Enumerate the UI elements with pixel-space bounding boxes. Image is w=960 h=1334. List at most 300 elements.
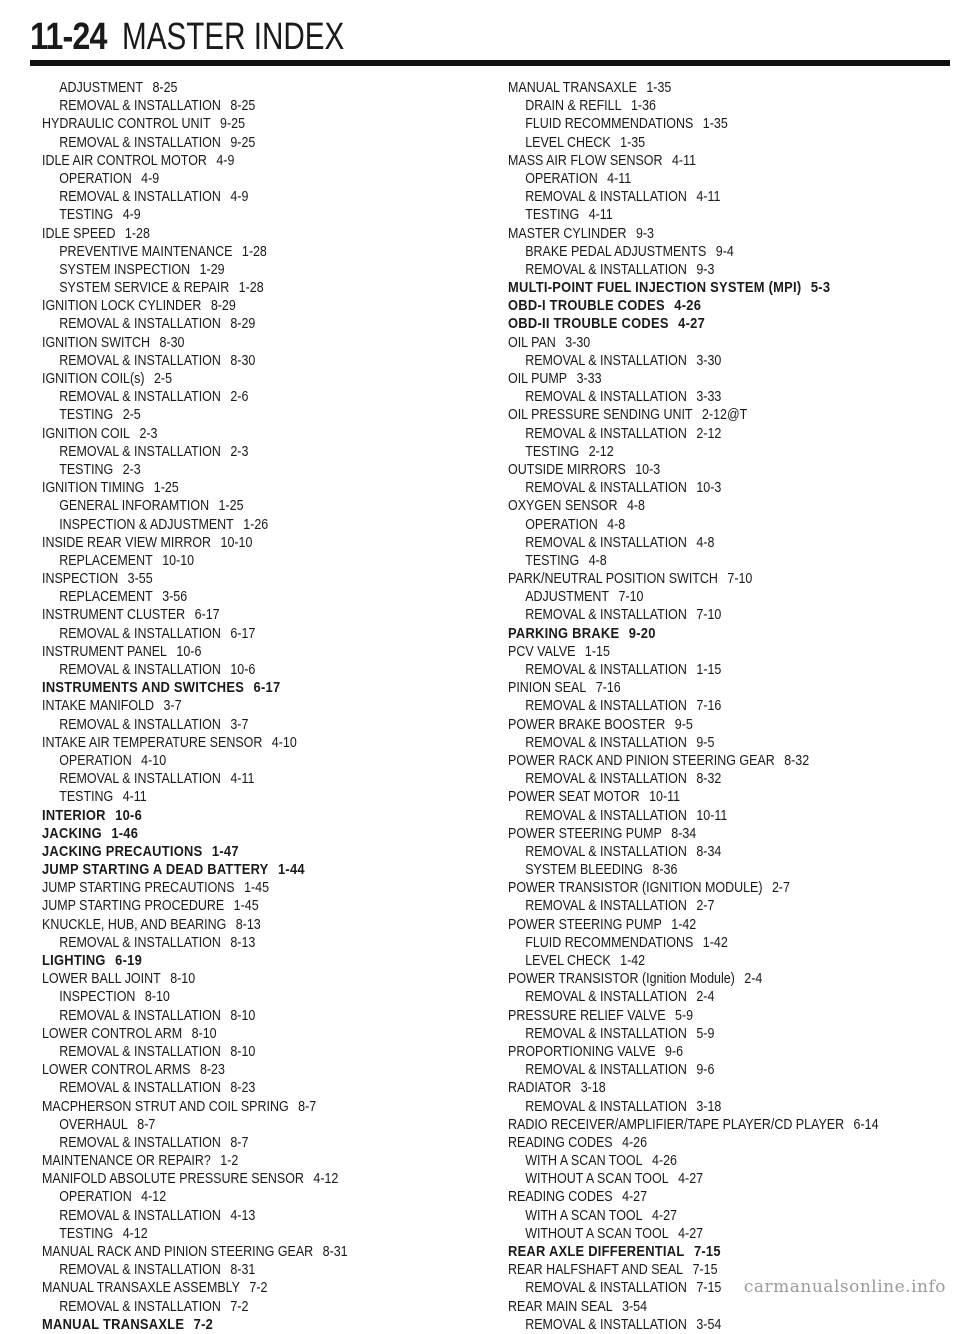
index-entry	[508, 188, 886, 206]
index-term: TESTING	[59, 207, 114, 224]
index-term: REAR AXLE DIFFERENTIAL	[508, 1243, 685, 1260]
index-entry	[508, 861, 886, 879]
index-entry	[42, 988, 420, 1006]
index-page-ref: 6-19	[115, 952, 143, 969]
index-entry	[508, 1207, 886, 1225]
index-page-ref: 1-35	[620, 134, 646, 151]
index-term: REMOVAL & INSTALLATION	[525, 898, 687, 915]
index-entry	[42, 1279, 420, 1297]
index-page-ref: 10-11	[649, 789, 681, 806]
index-page-ref: 3-54	[696, 1316, 722, 1333]
index-term: REMOVAL & INSTALLATION	[59, 716, 221, 733]
index-term: OXYGEN SENSOR	[508, 498, 618, 515]
index-page-ref: 1-35	[702, 116, 728, 133]
index-entry	[42, 1152, 420, 1170]
index-term: POWER STEERING PUMP	[508, 825, 662, 842]
index-entry	[42, 1098, 420, 1116]
index-term: INTAKE MANIFOLD	[42, 698, 155, 715]
index-term: MAINTENANCE OR REPAIR?	[42, 1153, 211, 1170]
index-entry	[508, 1116, 886, 1134]
index-entry	[508, 843, 886, 861]
index-page-ref: 2-12	[696, 425, 722, 442]
index-entry	[42, 1243, 420, 1261]
index-entry	[508, 606, 886, 624]
index-page-ref: 4-9	[216, 152, 235, 169]
index-entry	[508, 988, 886, 1006]
index-page-ref: 5-9	[675, 1007, 694, 1024]
index-page-ref: 4-10	[141, 752, 167, 769]
index-page-ref: 1-15	[696, 662, 722, 678]
index-term: MACPHERSON STRUT AND COIL SPRING	[42, 1098, 289, 1115]
index-page-ref: 8-10	[191, 1025, 217, 1042]
index-page-ref: 6-17	[253, 679, 281, 697]
index-page-ref: 4-8	[588, 552, 607, 569]
index-entry	[42, 843, 420, 861]
index-entry	[508, 534, 886, 552]
index-term: DRAIN & REFILL	[525, 98, 622, 115]
index-page-ref: 4-12	[141, 1189, 167, 1206]
index-entry	[42, 1061, 420, 1079]
index-term: SYSTEM INSPECTION	[59, 261, 191, 278]
index-page-ref: 7-2	[249, 1280, 268, 1297]
index-entry	[508, 1243, 886, 1261]
header-rule	[30, 60, 950, 66]
index-term: LOWER BALL JOINT	[42, 971, 161, 988]
index-entry	[42, 170, 420, 188]
index-term: TESTING	[59, 407, 114, 424]
index-entry	[508, 243, 886, 261]
index-term: MANUAL TRANSAXLE	[42, 1315, 185, 1333]
index-term: IDLE AIR CONTROL MOTOR	[42, 152, 207, 169]
index-term: REMOVAL & INSTALLATION	[525, 1316, 687, 1333]
index-page-ref: 4-11	[671, 152, 697, 169]
index-page-ref: 1-42	[620, 953, 646, 969]
index-entry	[42, 916, 420, 934]
index-entry	[508, 461, 886, 479]
index-page-ref: 2-6	[230, 389, 249, 406]
index-term: BRAKE PEDAL ADJUSTMENTS	[525, 243, 707, 260]
index-page-ref: 2-7	[771, 880, 790, 897]
index-entry	[508, 352, 886, 370]
index-entry	[42, 570, 420, 588]
index-term: JUMP STARTING A DEAD BATTERY	[42, 861, 269, 879]
index-entry	[42, 897, 420, 915]
index-entry	[42, 716, 420, 734]
index-entry	[508, 170, 886, 188]
index-page-ref: 1-47	[211, 842, 239, 860]
index-entry	[508, 1225, 886, 1243]
index-term: WITHOUT A SCAN TOOL	[525, 1171, 669, 1188]
index-entry	[508, 297, 886, 315]
index-term: OIL PRESSURE SENDING UNIT	[508, 407, 693, 424]
index-term: JUMP STARTING PRECAUTIONS	[42, 880, 235, 897]
index-entry	[42, 134, 420, 152]
index-entry	[42, 1170, 420, 1188]
index-entry	[508, 497, 886, 515]
index-entry	[508, 716, 886, 734]
index-page-ref: 8-10	[230, 1007, 256, 1024]
index-entry	[42, 115, 420, 133]
index-term: READING CODES	[508, 1134, 613, 1151]
index-entry	[42, 79, 420, 97]
index-page-ref: 8-25	[152, 80, 178, 96]
index-entry	[42, 770, 420, 788]
index-entry	[508, 1043, 886, 1061]
index-page-ref: 1-2	[220, 1153, 239, 1170]
index-page-ref: 1-25	[218, 498, 244, 515]
index-entry	[508, 734, 886, 752]
index-entry	[42, 552, 420, 570]
index-page-ref: 4-8	[696, 534, 715, 551]
index-term: SYSTEM BLEEDING	[525, 862, 644, 879]
index-page-ref: 1-28	[241, 243, 267, 260]
index-page-ref: 10-6	[230, 662, 256, 678]
index-term: OPERATION	[525, 516, 598, 533]
index-page-ref: 8-34	[671, 825, 697, 842]
index-entry	[42, 225, 420, 243]
index-entry	[508, 952, 886, 970]
index-page-ref: 7-2	[230, 1298, 249, 1315]
index-term: REMOVAL & INSTALLATION	[59, 662, 221, 678]
index-term: GENERAL INFORAMTION	[59, 498, 210, 515]
index-page-ref: 3-7	[163, 698, 182, 715]
index-entry	[42, 352, 420, 370]
index-page-ref: 9-6	[665, 1043, 684, 1060]
index-page-ref: 4-11	[696, 189, 721, 206]
index-page-ref: 8-32	[696, 771, 722, 788]
index-page-ref: 4-9	[230, 189, 249, 206]
index-page-ref: 8-7	[230, 1134, 249, 1151]
index-page-ref: 10-11	[696, 807, 728, 824]
index-entry	[42, 1316, 420, 1334]
index-entry	[508, 206, 886, 224]
index-entry	[42, 243, 420, 261]
index-page-ref: 4-11	[607, 170, 632, 187]
index-page-ref: 2-3	[139, 425, 158, 442]
index-term: INSPECTION	[42, 571, 119, 588]
index-entry	[508, 770, 886, 788]
index-term: REMOVAL & INSTALLATION	[59, 1080, 221, 1097]
index-term: INSPECTION	[59, 989, 136, 1006]
index-page-ref: 4-27	[622, 1189, 648, 1206]
index-entry	[42, 97, 420, 115]
index-page-ref: 2-12@T	[702, 407, 748, 424]
index-term: REMOVAL & INSTALLATION	[525, 807, 687, 824]
index-term: PCV VALVE	[508, 643, 576, 660]
index-entry	[508, 1079, 886, 1097]
index-page-ref: 1-44	[278, 861, 305, 879]
index-entry	[508, 934, 886, 952]
index-page-ref: 7-16	[595, 680, 621, 697]
index-entry	[508, 1098, 886, 1116]
index-entry	[42, 661, 420, 679]
index-entry	[42, 879, 420, 897]
index-term: FLUID RECOMMENDATIONS	[525, 934, 694, 951]
index-term: FLUID RECOMMENDATIONS	[525, 116, 694, 133]
index-entry	[42, 1043, 420, 1061]
index-term: INSTRUMENT CLUSTER	[42, 607, 186, 624]
index-page-ref: 3-56	[162, 589, 188, 606]
index-term: ADJUSTMENT	[525, 589, 610, 606]
index-page-ref: 5-9	[696, 1025, 715, 1042]
index-term: WITH A SCAN TOOL	[525, 1153, 643, 1170]
index-page-ref: 8-23	[199, 1062, 225, 1079]
index-page-ref: 3-7	[230, 716, 249, 733]
index-page-ref: 1-35	[646, 80, 672, 96]
index-page-ref: 2-3	[122, 461, 141, 478]
index-term: INSTRUMENT PANEL	[42, 643, 167, 660]
index-page-ref: 4-27	[652, 1207, 677, 1224]
index-term: REMOVAL & INSTALLATION	[59, 316, 221, 333]
index-entry	[508, 1316, 886, 1334]
index-page-ref: 9-25	[230, 134, 256, 151]
index-entry	[42, 679, 420, 697]
index-page-ref: 7-15	[692, 1262, 718, 1279]
index-page-ref: 4-11	[122, 789, 147, 806]
index-term: REMOVAL & INSTALLATION	[59, 389, 221, 406]
index-entry	[508, 897, 886, 915]
index-entry	[508, 1152, 886, 1170]
index-term: REMOVAL & INSTALLATION	[525, 698, 687, 715]
index-entry	[42, 1261, 420, 1279]
index-page-ref: 8-23	[230, 1080, 256, 1097]
index-page-ref: 3-33	[696, 389, 722, 406]
index-term: PRESSURE RELIEF VALVE	[508, 1007, 666, 1024]
index-entry	[508, 1188, 886, 1206]
index-page-ref: 1-26	[243, 516, 269, 533]
index-term: POWER STEERING PUMP	[508, 916, 662, 933]
index-term: ADJUSTMENT	[59, 80, 144, 96]
index-term: REMOVAL & INSTALLATION	[525, 189, 687, 206]
index-entry	[508, 388, 886, 406]
index-entry	[42, 461, 420, 479]
index-term: REMOVAL & INSTALLATION	[525, 734, 687, 751]
index-entry	[508, 552, 886, 570]
index-page-ref: 3-54	[622, 1298, 648, 1315]
index-page-ref: 8-10	[144, 989, 170, 1006]
index-page-ref: 5-3	[810, 279, 831, 297]
index-term: INSIDE REAR VIEW MIRROR	[42, 534, 212, 551]
index-page-ref: 4-12	[313, 1171, 339, 1188]
index-entry	[42, 315, 420, 333]
index-entry	[42, 334, 420, 352]
index-term: LEVEL CHECK	[525, 134, 611, 151]
index-term: OVERHAUL	[59, 1116, 128, 1133]
index-term: REMOVAL & INSTALLATION	[59, 1007, 221, 1024]
index-term: REMOVAL & INSTALLATION	[59, 189, 221, 206]
index-entry	[42, 970, 420, 988]
index-entry	[42, 534, 420, 552]
index-entry	[42, 788, 420, 806]
index-page-ref: 3-30	[565, 334, 591, 351]
index-entry	[508, 1298, 886, 1316]
index-page-ref: 10-10	[162, 552, 195, 569]
index-entry	[42, 752, 420, 770]
index-entry	[508, 261, 886, 279]
index-entry	[42, 1207, 420, 1225]
index-page-ref: 8-36	[652, 862, 678, 879]
index-term: WITHOUT A SCAN TOOL	[525, 1225, 669, 1242]
index-page-ref: 7-16	[696, 698, 722, 715]
index-entry	[508, 79, 886, 97]
index-entry	[42, 1079, 420, 1097]
index-term: REMOVAL & INSTALLATION	[525, 771, 687, 788]
index-page-ref: 9-4	[715, 243, 734, 260]
index-entry	[42, 152, 420, 170]
index-term: REMOVAL & INSTALLATION	[59, 1262, 221, 1279]
page-title: MASTER INDEX	[122, 16, 345, 58]
index-term: SYSTEM SERVICE & REPAIR	[59, 280, 230, 297]
index-entry	[508, 825, 886, 843]
index-page-ref: 9-5	[696, 734, 715, 751]
index-entry	[508, 516, 886, 534]
index-page-ref: 4-27	[678, 1171, 704, 1188]
index-term: IDLE SPEED	[42, 225, 116, 242]
index-page-ref: 7-10	[618, 589, 644, 606]
index-page-ref: 4-9	[122, 207, 141, 224]
index-entry	[508, 625, 886, 643]
index-entry	[42, 697, 420, 715]
index-page-ref: 7-2	[193, 1315, 214, 1333]
index-page-ref: 1-45	[233, 898, 259, 915]
index-page-ref: 3-18	[696, 1098, 722, 1115]
index-page-ref: 1-28	[238, 280, 264, 297]
index-entry	[508, 425, 886, 443]
index-entry	[508, 752, 886, 770]
index-page-ref: 9-3	[696, 261, 715, 278]
index-term: OPERATION	[525, 170, 598, 187]
watermark: carmanualsonline.info	[743, 1277, 946, 1297]
index-entry	[508, 570, 886, 588]
index-entry	[508, 1170, 886, 1188]
index-term: LOWER CONTROL ARM	[42, 1025, 183, 1042]
index-term: READING CODES	[508, 1189, 613, 1206]
index-entry	[42, 1116, 420, 1134]
index-entry	[42, 934, 420, 952]
index-term: IGNITION TIMING	[42, 480, 145, 497]
index-term: JACKING PRECAUTIONS	[42, 842, 203, 860]
index-entry	[42, 1298, 420, 1316]
index-term: MULTI-POINT FUEL INJECTION SYSTEM (MPI)	[508, 279, 802, 297]
index-page-ref: 1-25	[153, 480, 179, 497]
index-term: REMOVAL & INSTALLATION	[525, 480, 687, 497]
index-term: OIL PAN	[508, 334, 556, 351]
index-term: PREVENTIVE MAINTENANCE	[59, 243, 233, 260]
index-page-ref: 2-3	[230, 443, 249, 460]
index-page-ref: 4-26	[622, 1134, 648, 1151]
index-term: REMOVAL & INSTALLATION	[59, 934, 221, 951]
index-term: REMOVAL & INSTALLATION	[525, 352, 687, 369]
index-term: REMOVAL & INSTALLATION	[59, 625, 221, 642]
index-page-ref: 2-4	[744, 971, 763, 988]
index-page-ref: 10-3	[635, 461, 661, 478]
index-entry	[508, 406, 886, 424]
index-term: RADIATOR	[508, 1080, 572, 1097]
index-entry	[508, 97, 886, 115]
index-page-ref: 4-8	[607, 516, 626, 533]
index-page-ref: 3-33	[576, 371, 602, 387]
index-page-ref: 8-7	[298, 1098, 317, 1115]
index-entry	[508, 315, 886, 333]
index-term: REMOVAL & INSTALLATION	[525, 989, 687, 1006]
index-term: INTAKE AIR TEMPERATURE SENSOR	[42, 734, 263, 751]
index-page-ref: 6-17	[194, 607, 220, 624]
index-entry	[42, 188, 420, 206]
index-entry	[42, 406, 420, 424]
index-entry	[508, 225, 886, 243]
index-entry	[508, 1061, 886, 1079]
index-term: MANUAL TRANSAXLE ASSEMBLY	[42, 1280, 240, 1297]
index-entry	[42, 643, 420, 661]
index-term: REMOVAL & INSTALLATION	[525, 1098, 687, 1115]
index-term: REMOVAL & INSTALLATION	[59, 352, 221, 369]
index-term: REPLACEMENT	[59, 589, 153, 606]
index-term: REPLACEMENT	[59, 552, 153, 569]
index-term: REMOVAL & INSTALLATION	[59, 1134, 221, 1151]
index-term: REMOVAL & INSTALLATION	[525, 1062, 687, 1079]
index-term: TESTING	[525, 552, 580, 569]
index-term: REMOVAL & INSTALLATION	[525, 1025, 687, 1042]
index-page-ref: 2-7	[696, 898, 715, 915]
index-page-ref: 10-3	[696, 480, 722, 497]
index-page-ref: 8-10	[230, 1043, 256, 1060]
index-page-ref: 8-30	[159, 334, 185, 351]
index-entry	[42, 279, 420, 297]
index-entry	[42, 479, 420, 497]
index-entry	[508, 916, 886, 934]
page-number: 11-24	[30, 16, 107, 58]
index-page-ref: 6-17	[230, 625, 256, 642]
index-entry	[42, 370, 420, 388]
index-term: IGNITION LOCK CYLINDER	[42, 298, 202, 315]
index-term: MANUAL RACK AND PINION STEERING GEAR	[42, 1244, 314, 1260]
index-entry	[42, 606, 420, 624]
index-entry	[42, 388, 420, 406]
index-term: REMOVAL & INSTALLATION	[59, 1207, 221, 1224]
index-term: REMOVAL & INSTALLATION	[525, 843, 687, 860]
index-term: REMOVAL & INSTALLATION	[59, 134, 221, 151]
index-entry	[42, 1188, 420, 1206]
index-entry	[42, 734, 420, 752]
index-term: POWER TRANSISTOR (Ignition Module)	[508, 971, 735, 988]
index-term: MASS AIR FLOW SENSOR	[508, 152, 663, 169]
index-entry	[42, 1225, 420, 1243]
index-entry	[42, 425, 420, 443]
index-term: OBD-I TROUBLE CODES	[508, 297, 665, 315]
index-page-ref: 9-6	[696, 1062, 715, 1079]
index-page-ref: 2-5	[122, 407, 141, 424]
index-term: REMOVAL & INSTALLATION	[525, 534, 687, 551]
index-page-ref: 8-29	[210, 298, 236, 315]
index-page-ref: 2-4	[696, 989, 715, 1006]
index-term: REMOVAL & INSTALLATION	[525, 607, 687, 624]
index-entry	[508, 788, 886, 806]
index-entry	[508, 334, 886, 352]
index-page-ref: 3-55	[127, 571, 153, 588]
index-term: LOWER CONTROL ARMS	[42, 1062, 191, 1079]
index-page-ref: 9-3	[635, 225, 654, 242]
index-page-ref: 10-6	[115, 806, 143, 824]
index-page-ref: 1-29	[199, 261, 225, 278]
index-page-ref: 4-12	[122, 1225, 148, 1242]
index-page-ref: 9-25	[220, 116, 246, 133]
index-page-ref: 4-11	[230, 771, 255, 788]
index-entry	[42, 261, 420, 279]
index-term: HYDRAULIC CONTROL UNIT	[42, 116, 211, 133]
index-entry	[42, 516, 420, 534]
index-term: TESTING	[59, 461, 114, 478]
index-entry	[42, 497, 420, 515]
